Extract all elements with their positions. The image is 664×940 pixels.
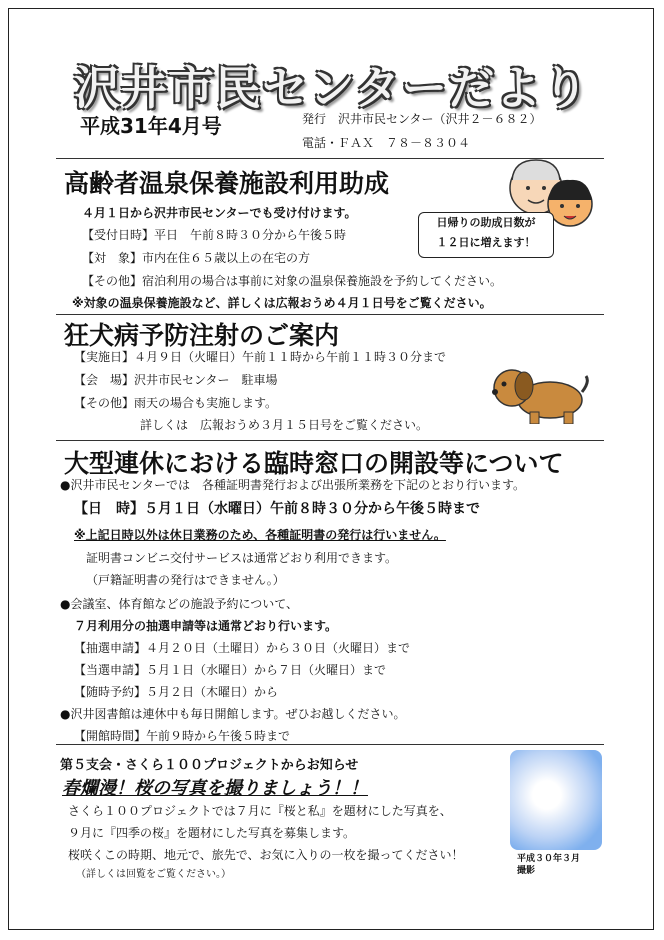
holiday-line: 【当選申請】５月１日（水曜日）から７日（火曜日）まで bbox=[74, 663, 387, 677]
issue-date: 平成31年4月号 bbox=[80, 114, 222, 138]
onsen-note: ※対象の温泉保養施設など、詳しくは広報おうめ４月１日号をご覧ください。 bbox=[72, 296, 492, 310]
sakura-line: さくら１００プロジェクトでは７月に『桜と私』を題材にした写真を、 bbox=[68, 804, 452, 818]
sakura-headline: 春爛漫！桜の写真を撮りましょう！！ bbox=[62, 778, 368, 799]
section-heading-rabies: 狂犬病予防注射のご案内 bbox=[64, 321, 340, 350]
callout-line: １２日に増えます！ bbox=[436, 236, 536, 249]
onsen-line: ４月１日から沢井市民センターでも受け付けます。 bbox=[82, 206, 357, 220]
holiday-line: 【開館時間】午前９時から午後５時まで bbox=[74, 729, 291, 743]
section-heading-holiday: 大型連休における臨時窓口の開設等について bbox=[64, 449, 564, 478]
holiday-line: 【随時予約】５月２日（木曜日）から bbox=[74, 685, 279, 699]
onsen-line: 【対 象】市内在住６５歳以上の在宅の方 bbox=[82, 251, 311, 265]
holiday-line: ●沢井市民センターでは 各種証明書発行および出張所業務を下記のとおり行います。 bbox=[60, 478, 526, 492]
holiday-line: ●会議室、体育館などの施設予約について、 bbox=[60, 597, 298, 611]
holiday-line: 【抽選申請】４月２０日（土曜日）から３０日（火曜日）まで bbox=[74, 641, 411, 655]
photo-caption-line: 撮影 bbox=[517, 866, 536, 876]
holiday-line: 証明書コンビニ交付サービスは通常どおり利用できます。 bbox=[86, 551, 398, 565]
callout-line: 日帰りの助成日数が bbox=[436, 216, 536, 229]
onsen-line: 【受付日時】平日 午前８時３０分から午後５時 bbox=[82, 228, 347, 242]
holiday-note: ※上記日時以外は休日業務のため、各種証明書の発行は行いません。 bbox=[74, 528, 446, 542]
sakura-line: （詳しくは回覧をご覧ください。） bbox=[76, 869, 231, 880]
sakura-line: ９月に『四季の桜』を題材にした写真を募集します。 bbox=[68, 826, 356, 840]
photo-caption bbox=[517, 853, 580, 877]
sakura-subtitle: 第５支会・さくら１００プロジェクトからお知らせ bbox=[60, 758, 359, 773]
contact-info: 電話・ＦＡＸ ７８－８３０４ bbox=[302, 136, 471, 150]
holiday-line: ７月利用分の抽選申請等は通常どおり行います。 bbox=[74, 619, 338, 633]
newsletter-title: 沢井市民センターだより bbox=[74, 61, 590, 115]
divider bbox=[56, 744, 604, 745]
photo-caption-line: 平成３０年３月 bbox=[517, 854, 581, 864]
rabies-line: 【会 場】沢井市民センター 駐車場 bbox=[74, 373, 278, 387]
divider bbox=[56, 440, 604, 441]
holiday-line: （戸籍証明書の発行はできません。） bbox=[86, 573, 285, 587]
holiday-line: ●沢井図書館は連休中も毎日開館します。ぜひお越しください。 bbox=[60, 707, 406, 721]
section-heading-onsen: 高齢者温泉保養施設利用助成 bbox=[64, 169, 390, 198]
rabies-line: 【その他】雨天の場合も実施します。 bbox=[74, 396, 278, 410]
holiday-datetime: 【日 時】５月１日（水曜日）午前８時３０分から午後５時まで bbox=[74, 501, 480, 517]
dog-icon bbox=[486, 362, 590, 424]
rabies-line: 【実施日】４月９日（火曜日）午前１１時から午前１１時３０分まで bbox=[74, 350, 447, 364]
onsen-line: 【その他】宿泊利用の場合は事前に対象の温泉保養施設を予約してください。 bbox=[82, 274, 503, 288]
divider bbox=[56, 314, 604, 315]
sakura-line: 桜咲くこの時期、地元で、旅先で、お気に入りの一枚を撮ってください！ bbox=[68, 848, 464, 862]
cherry-blossom-photo bbox=[510, 750, 602, 850]
rabies-line: 詳しくは 広報おうめ３月１５日号をご覧ください。 bbox=[140, 418, 429, 432]
publisher-info: 発行 沢井市民センター（沢井２－６８２） bbox=[302, 112, 542, 126]
callout-box bbox=[418, 212, 554, 258]
